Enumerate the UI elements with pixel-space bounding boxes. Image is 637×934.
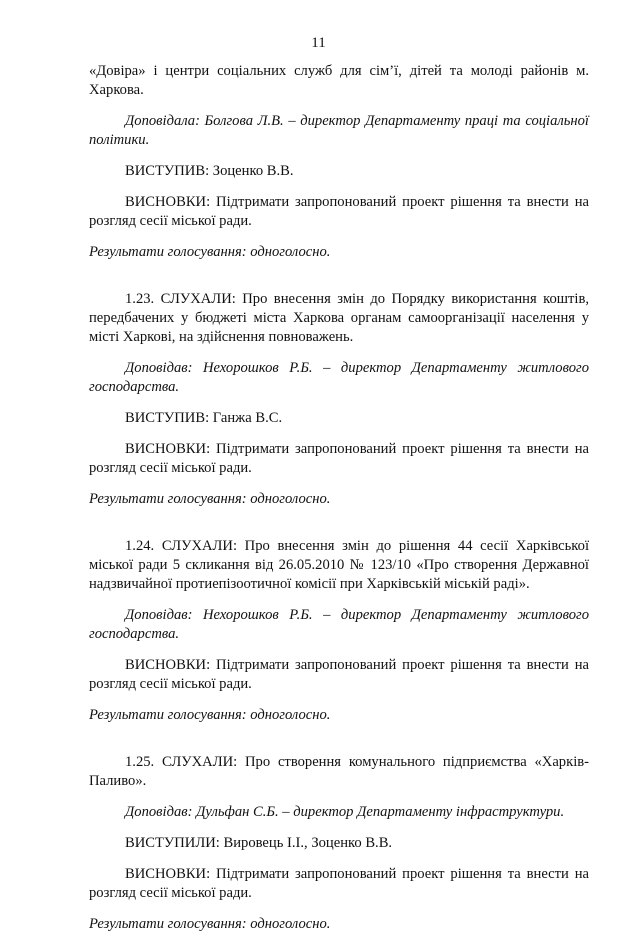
item-1-23-vote: Результати голосування: одноголосно.	[89, 491, 331, 507]
page-number: 11	[311, 35, 326, 51]
item-1-25-spoke: ВИСТУПИЛИ: Вировець І.І., Зоценко В.В.	[125, 835, 393, 851]
document-body	[89, 62, 589, 934]
intro-conclusions: ВИСНОВКИ: Підтримати запропонований проект рішення та внести на розгляд сесії міської ради.	[89, 194, 589, 229]
item-1-25-conclusions: ВИСНОВКИ: Підтримати запропонований проект рішення та внести на розгляд сесії міської ради.	[89, 866, 589, 901]
intro-text: «Довіра» і центри соціальних служб для сім’ї, дітей та молоді районів м. Харкова.	[89, 63, 589, 98]
intro-speaker: Доповідала: Болгова Л.В. – директор Департаменту праці та соціальної політики.	[89, 113, 589, 148]
intro-vote: Результати голосування: одноголосно.	[89, 244, 331, 260]
item-1-25-speaker: Доповідав: Дульфан С.Б. – директор Департаменту інфраструктури.	[125, 804, 565, 820]
item-1-24-heard: 1.24. СЛУХАЛИ: Про внесення змін до рішення 44 сесії Харківської міської ради 5 скликання від 26.05.2010 № 123/10 «Про створення Державної надзвичайної протиепізоотичної комісії при Харківській міській раді».	[89, 538, 589, 592]
item-1-24-speaker: Доповідав: Нехорошков Р.Б. – директор Департаменту житлового господарства.	[89, 607, 589, 642]
item-1-23-heard: 1.23. СЛУХАЛИ: Про внесення змін до Порядку використання коштів, передбачених у бюджеті міста Харкова органам самоорганізації населення у місті Харкові, на здійснення повноважень.	[89, 291, 589, 345]
item-1-25-heard: 1.25. СЛУХАЛИ: Про створення комунального підприємства «Харків-Паливо».	[89, 754, 589, 789]
item-1-25-vote: Результати голосування: одноголосно.	[89, 916, 331, 932]
item-1-24-conclusions: ВИСНОВКИ: Підтримати запропонований проект рішення та внести на розгляд сесії міської ради.	[89, 657, 589, 692]
intro-spoke: ВИСТУПИВ: Зоценко В.В.	[125, 163, 294, 179]
item-1-23-spoke: ВИСТУПИВ: Ганжа В.С.	[125, 410, 283, 426]
item-1-24-vote: Результати голосування: одноголосно.	[89, 707, 331, 723]
item-1-23-speaker: Доповідав: Нехорошков Р.Б. – директор Департаменту житлового господарства.	[89, 360, 589, 395]
item-1-23-conclusions: ВИСНОВКИ: Підтримати запропонований проект рішення та внести на розгляд сесії міської ради.	[89, 441, 589, 476]
